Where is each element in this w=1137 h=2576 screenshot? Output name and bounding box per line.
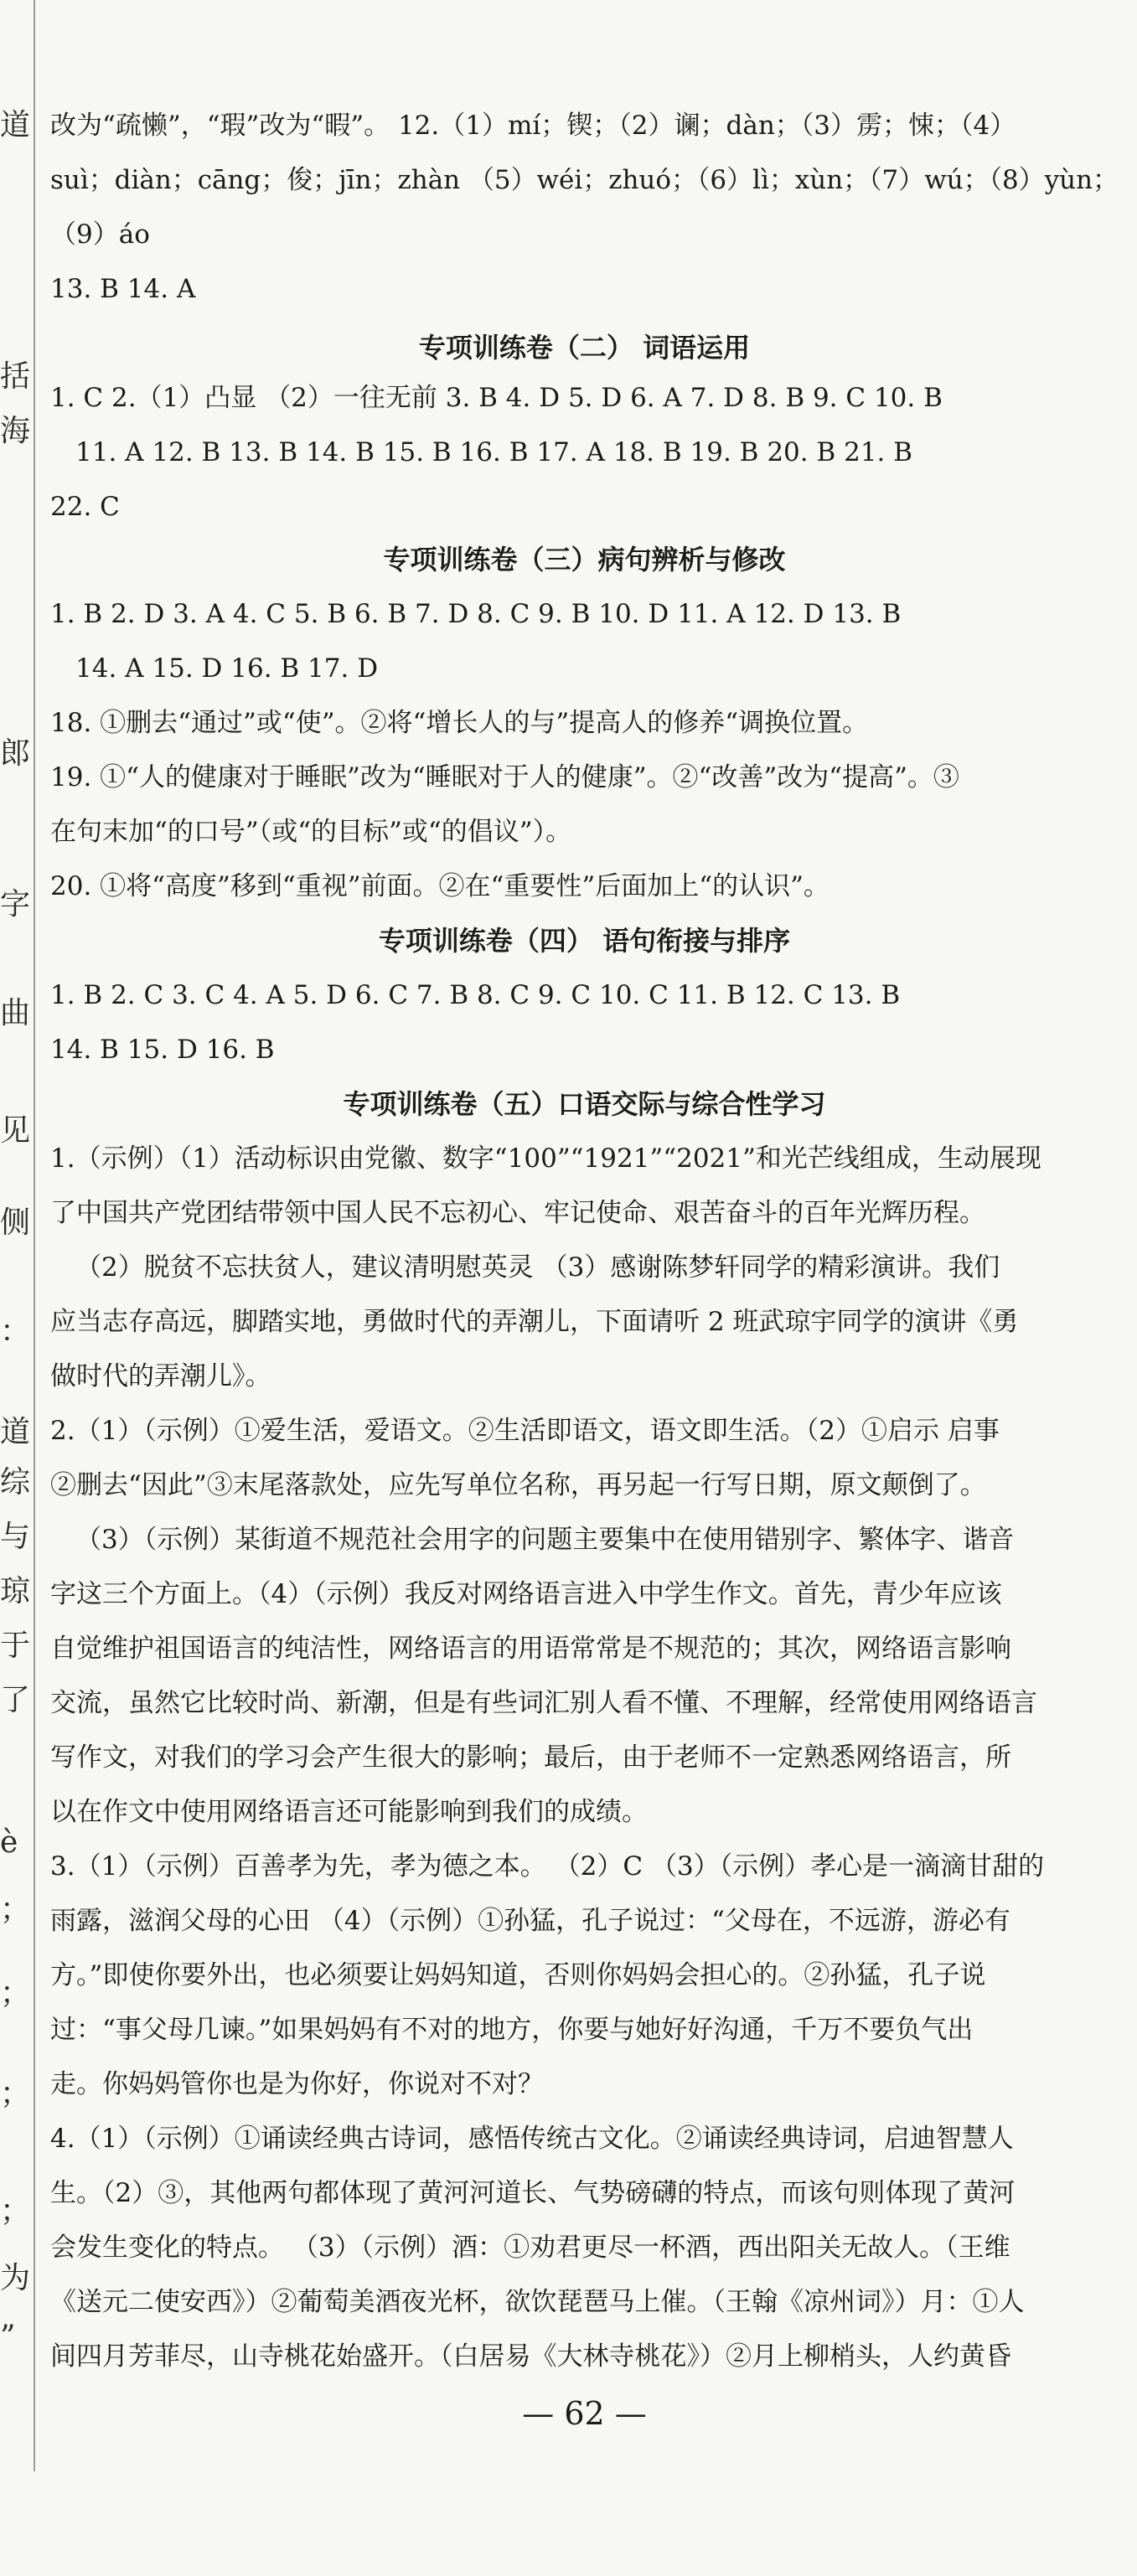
gutter-char: ； bbox=[0, 2194, 31, 2228]
text-line: 以在作文中使用网络语言还可能影响到我们的成绩。 bbox=[50, 1797, 648, 1827]
text-line: 生。（2）③，其他两句都体现了黄河河道长、气势磅礴的特点，而该句则体现了黄河 bbox=[50, 2178, 1016, 2208]
text-line: 了中国共产党团结带领中国人民不忘初心、牢记使命、艰苦奋斗的百年光辉历程。 bbox=[50, 1198, 985, 1228]
gutter-char: 道 bbox=[0, 1415, 31, 1449]
text-line: 14. A 15. D 16. B 17. D bbox=[75, 653, 379, 684]
text-line: 交流，虽然它比较时尚、新潮，但是有些词汇别人看不懂、不理解，经常使用网络语言 bbox=[50, 1688, 1037, 1718]
section-title: 专项训练卷（三）病句辨析与修改 bbox=[383, 544, 786, 576]
gutter-char: 见 bbox=[0, 1113, 31, 1148]
column-divider bbox=[34, 0, 35, 2471]
text-line: 4.（1）（示例）①诵读经典古诗词，感悟传统古文化。②诵读经典诗词，启迪智慧人 bbox=[50, 2124, 1014, 2154]
text-line: 应当志存高远，脚踏实地，勇做时代的弄潮儿，下面请听 2 班武琼宇同学的演讲《勇 bbox=[50, 1307, 1019, 1337]
text-line: 13. B 14. A bbox=[50, 274, 196, 304]
text-line: 在句末加“的口号”（或“的目标”或“的倡议”）。 bbox=[50, 817, 572, 847]
section-title: 专项训练卷（四） 语句衔接与排序 bbox=[378, 925, 791, 957]
text-line: 20. ①将“高度”移到“重视”前面。②在“重要性”后面加上“的认识”。 bbox=[50, 871, 829, 901]
gutter-char: 郎 bbox=[0, 736, 31, 771]
gutter-char: 字 bbox=[0, 887, 31, 921]
text-line: （3）（示例）某街道不规范社会用字的问题主要集中在使用错别字、繁体字、谐音 bbox=[75, 1525, 1015, 1555]
gutter-char: 于 bbox=[0, 1629, 31, 1663]
text-line: suì；diàn；cāng；俊；jīn；zhàn （5）wéi；zhuó；（6）lì；xùn；（7）wú；（8）yùn； bbox=[50, 165, 1119, 195]
text-line: ②删去“因此”③末尾落款处，应先写单位名称，再另起一行写日期，原文颠倒了。 bbox=[50, 1470, 986, 1500]
text-line: 19. ①“人的健康对于睡眠”改为“睡眠对于人的健康”。②“改善”改为“提高”。③ bbox=[50, 762, 959, 792]
text-line: 18. ①删去“通过”或“使”。②将“增长人的与”提高人的修养“调换位置。 bbox=[50, 708, 869, 738]
gutter-char: 与 bbox=[0, 1520, 31, 1554]
text-line: 2.（1）（示例）①爱生活，爱语文。②生活即语文，语文即生活。（2）①启示 启事 bbox=[50, 1416, 1000, 1446]
gutter-char: 道 bbox=[0, 108, 31, 142]
text-line: 会发生变化的特点。 （3）（示例）酒：①劝君更尽一杯酒，西出阳关无故人。（王维 bbox=[50, 2233, 1010, 2263]
gutter-char: ； bbox=[0, 1892, 31, 1927]
gutter-char: ； bbox=[0, 2077, 31, 2111]
text-line: 过：“事父母几谏。”如果妈妈有不对的地方，你要与她好好沟通，千万不要负气出 bbox=[50, 2015, 974, 2045]
text-line: 14. B 15. D 16. B bbox=[50, 1035, 275, 1065]
gutter-char: 综 bbox=[0, 1465, 31, 1500]
text-line: 11. A 12. B 13. B 14. B 15. B 16. B 17. A 18. B 19. B 20. B 21. B bbox=[75, 437, 913, 467]
text-line: 3.（1）（示例）百善孝为先，孝为德之本。 （2）C （3）（示例）孝心是一滴滴甘甜的 bbox=[50, 1851, 1045, 1882]
gutter-char: ； bbox=[0, 1976, 31, 2011]
gutter-char: ” bbox=[0, 2320, 16, 2354]
section-title: 专项训练卷（二） 词语运用 bbox=[418, 332, 751, 364]
text-line: （9）áo bbox=[50, 219, 150, 250]
gutter-char: 为 bbox=[0, 2261, 31, 2295]
gutter-char: 琼 bbox=[0, 1574, 31, 1608]
text-line: 22. C bbox=[50, 492, 120, 522]
text-line: 1.（示例）（1）活动标识由党徽、数字“100”“1921”“2021”和光芒线组成，生动展现 bbox=[50, 1143, 1041, 1174]
section-title: 专项训练卷（五）口语交际与综合性学习 bbox=[343, 1088, 826, 1120]
gutter-char: 括 bbox=[0, 359, 31, 394]
gutter-char: ： bbox=[0, 1314, 31, 1349]
gutter-char: 侧 bbox=[0, 1205, 31, 1240]
text-line: 雨露，滋润父母的心田 （4）（示例）①孙猛，孔子说过：“父母在，不远游，游必有 bbox=[50, 1906, 1010, 1936]
text-line: 自觉维护祖国语言的纯洁性，网络语言的用语常常是不规范的；其次，网络语言影响 bbox=[50, 1634, 1011, 1664]
text-line: 1. B 2. D 3. A 4. C 5. B 6. B 7. D 8. C 9. B 10. D 11. A 12. D 13. B bbox=[50, 599, 902, 629]
text-line: 1. B 2. C 3. C 4. A 5. D 6. C 7. B 8. C 9. C 10. C 11. B 12. C 13. B bbox=[50, 980, 901, 1010]
page-number: — 62 — bbox=[522, 2395, 647, 2432]
text-line: （2）脱贫不忘扶贫人，建议清明慰英灵 （3）感谢陈梦轩同学的精彩演讲。我们 bbox=[75, 1252, 1000, 1283]
gutter-char: 曲 bbox=[0, 996, 31, 1030]
text-line: 做时代的弄潮儿》。 bbox=[50, 1361, 271, 1391]
text-line: 写作文，对我们的学习会产生很大的影响；最后，由于老师不一定熟悉网络语言，所 bbox=[50, 1742, 1011, 1773]
text-line: 间四月芳菲尽，山寺桃花始盛开。（白居易《大林寺桃花》）②月上柳梢头，人约黄昏 bbox=[50, 2341, 1011, 2372]
text-line: 方。”即使你要外出，也必须要让妈妈知道，否则你妈妈会担心的。②孙猛，孔子说 bbox=[50, 1960, 986, 1990]
text-line: 《送元二使安西》）②葡萄美酒夜光杯，欲饮琵琶马上催。（王翰《凉州词》）月：①人 bbox=[50, 2287, 1025, 2317]
gutter-char: 海 bbox=[0, 414, 31, 448]
text-line: 1. C 2.（1）凸显 （2）一往无前 3. B 4. D 5. D 6. A 7. D 8. B 9. C 10. B bbox=[50, 383, 943, 413]
gutter-char: 了 bbox=[0, 1683, 31, 1717]
text-line: 改为“疏懒”，“瑕”改为“暇”。 12.（1）mí；锲；（2）谰；dàn；（3）雳；悚；（4） bbox=[50, 111, 1016, 141]
gutter-char: è bbox=[0, 1825, 18, 1860]
text-line: 字这三个方面上。（4）（示例）我反对网络语言进入中学生作文。首先，青少年应该 bbox=[50, 1579, 1002, 1609]
text-line: 走。你妈妈管你也是为你好，你说对不对？ bbox=[50, 2069, 544, 2099]
